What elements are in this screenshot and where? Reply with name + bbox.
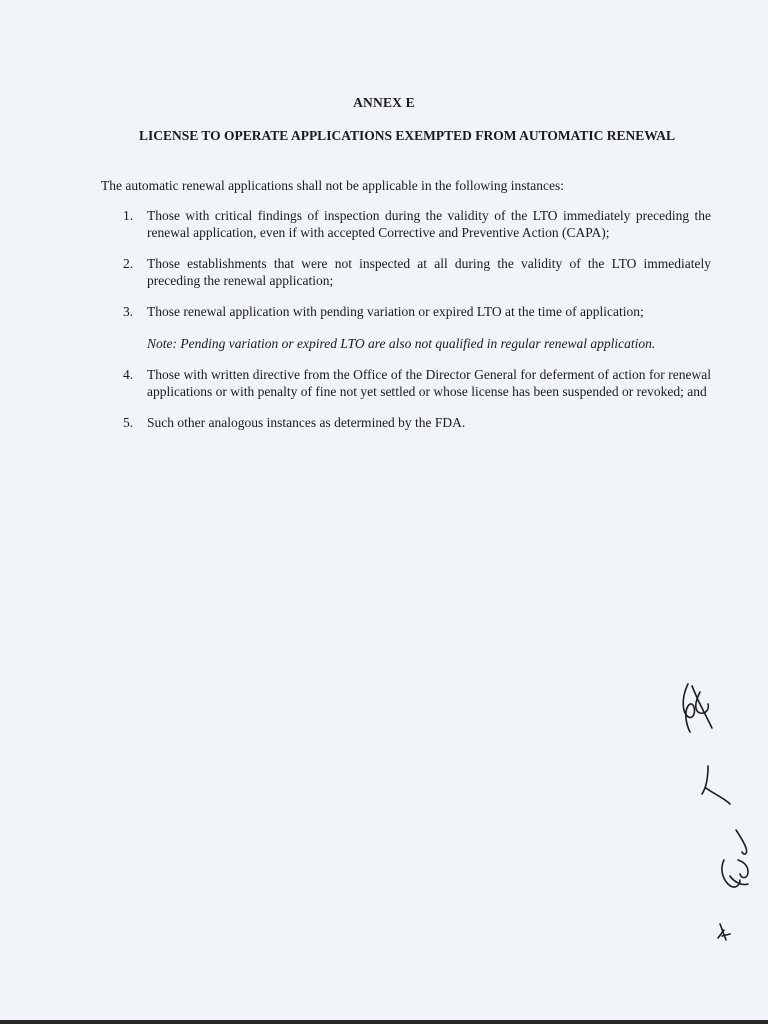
- list-item-number: 2.: [123, 256, 134, 271]
- note-paragraph: Note: Pending variation or expired LTO are also not qualified in regular renewal application.: [147, 335, 656, 351]
- list-item: [101, 367, 711, 400]
- list-item: [101, 256, 711, 289]
- list-item: [101, 304, 711, 321]
- list-item-number: 5.: [123, 415, 134, 430]
- list-item-text: Those renewal application with pending variation or expired LTO at the time of application;: [147, 304, 644, 319]
- instances-list: [101, 208, 711, 447]
- intro-paragraph: The automatic renewal applications shall not be applicable in the following instances:: [101, 178, 564, 193]
- list-item-text: Those with written directive from the Office of the Director General for deferment of action for renewal applications or with penalty of fine not yet settled or whose license has been suspended or revoked; and: [147, 367, 711, 399]
- list-item-number: 1.: [123, 208, 134, 223]
- handwritten-signature-icon: [660, 670, 768, 970]
- list-item-text: Such other analogous instances as determined by the FDA.: [147, 415, 466, 430]
- list-item-number: 3.: [123, 304, 134, 319]
- document-title: LICENSE TO OPERATE APPLICATIONS EXEMPTED FROM AUTOMATIC RENEWAL: [139, 128, 675, 143]
- list-item-number: 4.: [123, 367, 134, 382]
- list-item-text: Those establishments that were not inspected at all during the validity of the LTO immediately preceding the renewal application;: [147, 256, 711, 288]
- scan-bottom-edge: [0, 1020, 768, 1024]
- list-item: [101, 415, 711, 432]
- list-item: [101, 208, 711, 241]
- annex-heading: ANNEX E: [353, 95, 415, 110]
- list-item-text: Those with critical findings of inspection during the validity of the LTO immediately preceding the renewal application, even if with accepted Corrective and Preventive Action (CAPA);: [147, 208, 711, 240]
